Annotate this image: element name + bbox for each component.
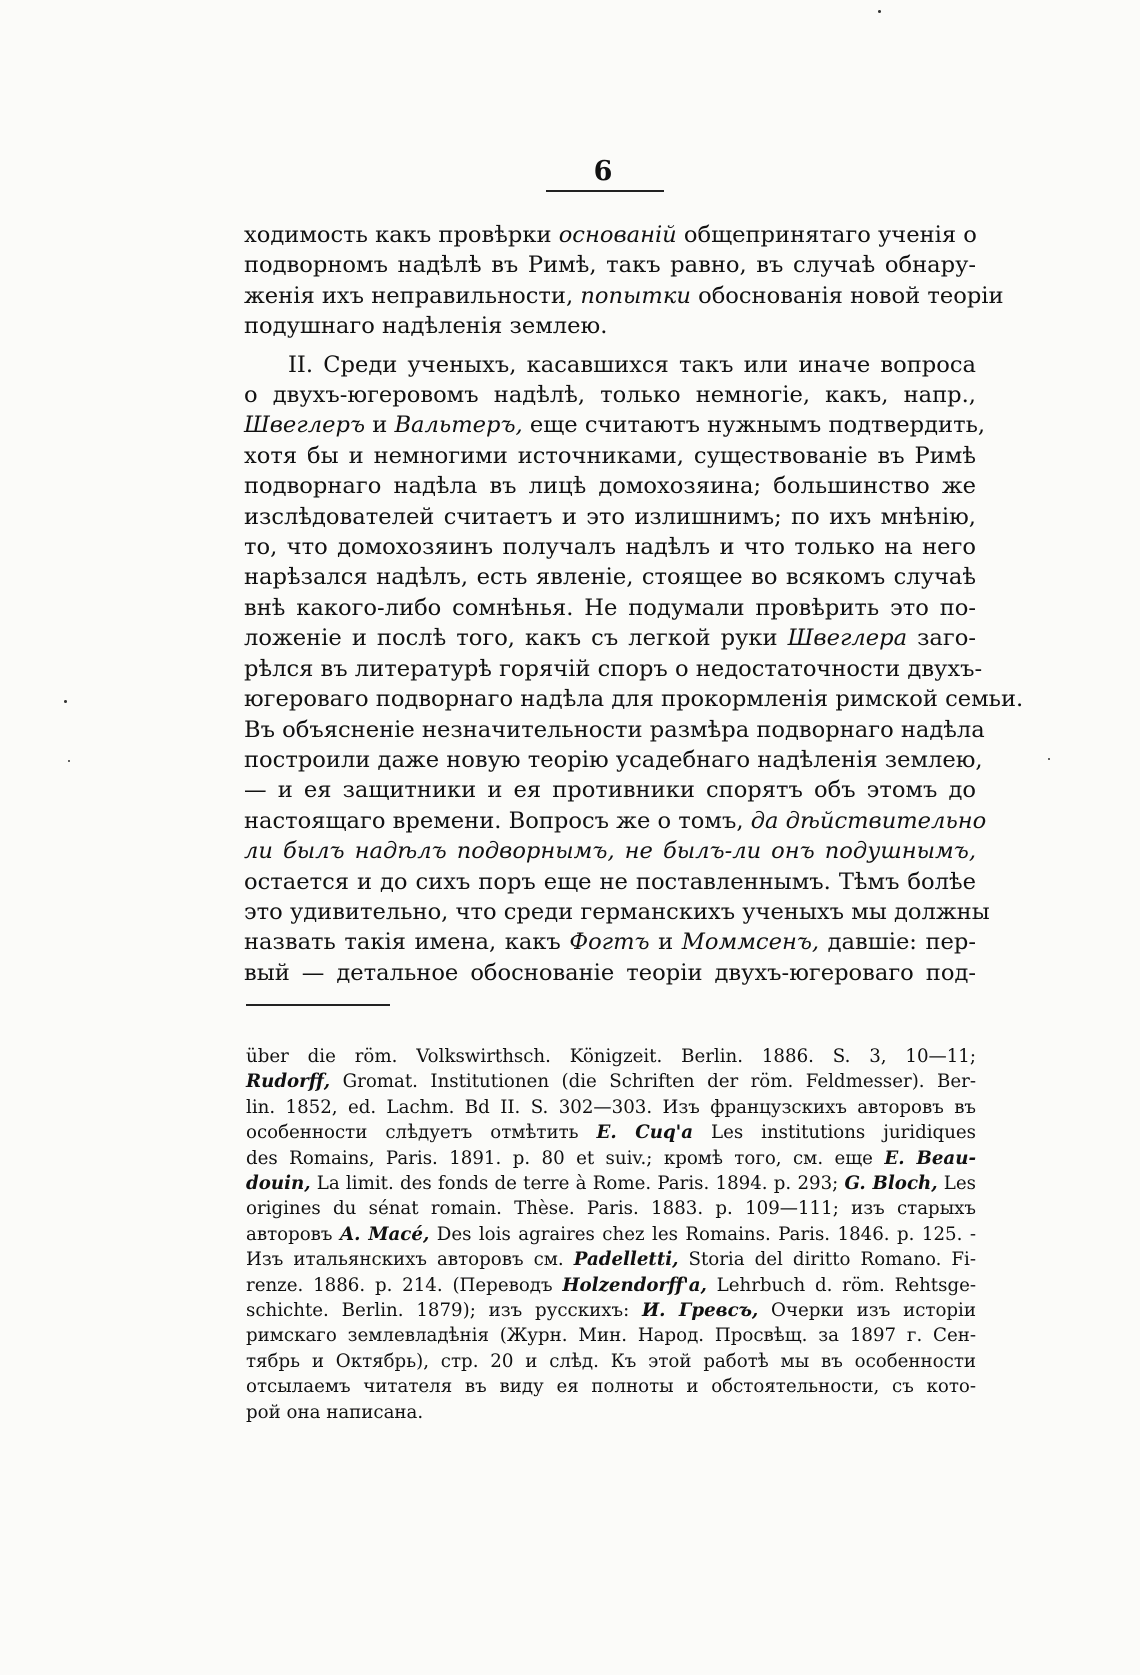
text-line xyxy=(244,775,976,805)
page-number-rule xyxy=(546,190,664,192)
text-line xyxy=(246,1273,976,1298)
footnote xyxy=(246,1044,976,1425)
speck xyxy=(64,700,67,703)
text-line xyxy=(246,1095,976,1120)
text-span: Gromat. Institutionen (die Schriften der röm. Feldmesser). Ber- xyxy=(330,1071,976,1093)
text-span: о двухъ-югеровомъ надѣлѣ, только немногіе, какъ, напр., xyxy=(244,382,976,409)
text-line xyxy=(244,927,976,957)
text-span: еще считаютъ нужнымъ подтвердить, xyxy=(522,412,986,439)
text-line xyxy=(244,593,976,623)
text-line xyxy=(244,281,1004,311)
text-span: женія ихъ неправильности, xyxy=(244,282,581,309)
italic-span: douin, xyxy=(246,1173,311,1195)
text-span: über die röm. Volkswirthsch. Königzeit. Berlin. 1886. S. 3, 10—11; xyxy=(246,1046,976,1067)
text-span: особенности слѣдуетъ отмѣтить xyxy=(246,1122,597,1144)
text-span: авторовъ xyxy=(246,1223,340,1245)
italic-span: Фогтъ xyxy=(569,929,650,956)
text-span: ложеніе и послѣ того, какъ съ легкой руки xyxy=(244,625,788,652)
text-span: и xyxy=(365,412,395,439)
text-span: II. Среди ученыхъ, касавшихся такъ или иначе вопроса xyxy=(288,351,976,378)
text-span: изслѣдователей считаетъ и это излишнимъ; по ихъ мнѣнію, xyxy=(244,503,976,530)
text-line xyxy=(244,532,976,562)
text-span: Въ объясненіе незначительности размѣра подворнаго надѣла xyxy=(244,716,985,743)
text-span: подворнаго надѣла въ лицѣ домохозяина; большинство же xyxy=(244,473,976,500)
text-span: подушнаго надѣленія землею. xyxy=(244,313,608,340)
text-line xyxy=(246,1196,976,1221)
text-span: — и ея защитники и ея противники спорятъ объ этомъ до xyxy=(244,777,976,804)
text-line xyxy=(244,684,1024,714)
footnote-rule xyxy=(246,1004,390,1006)
text-line xyxy=(244,410,986,440)
italic-span: Швеглера xyxy=(787,625,908,652)
text-line xyxy=(244,958,976,988)
text-line xyxy=(244,441,976,471)
italic-span: ли былъ надѣлъ подворнымъ, не былъ-ли онъ подушнымъ, xyxy=(244,838,976,865)
speck xyxy=(68,760,70,762)
text-span: подворномъ надѣлѣ въ Римѣ, такъ равно, въ случаѣ обнару- xyxy=(244,252,976,279)
text-line xyxy=(244,623,976,653)
text-span: заго- xyxy=(907,625,976,652)
text-span: югероваго подворнаго надѣла для прокормленія римской семьи. xyxy=(244,686,1024,713)
text-span: Les xyxy=(937,1173,976,1195)
italic-span: Вальтеръ, xyxy=(394,412,523,439)
text-line xyxy=(246,1374,976,1399)
text-line xyxy=(244,311,976,341)
text-span: des Romains, Paris. 1891. p. 80 et suiv.; кромѣ того, см. еще xyxy=(246,1147,885,1169)
text-span: это удивительно, что среди германскихъ ученыхъ мы должны xyxy=(244,898,990,925)
text-span: Lehrbuch d. röm. Rehtsge- xyxy=(706,1274,976,1296)
italic-span: Моммсенъ, xyxy=(681,929,820,956)
text-span: то, что домохозяинъ получалъ надѣлъ и что только на него xyxy=(244,534,976,561)
text-span: остается и до сихъ поръ еще не поставленнымъ. Тѣмъ болѣе xyxy=(244,868,976,895)
text-line xyxy=(246,1171,976,1196)
text-line xyxy=(246,1400,976,1425)
main-text xyxy=(244,220,1024,988)
text-span: Storia del diritto Romano. Fi- xyxy=(678,1249,977,1271)
text-line xyxy=(246,1298,976,1323)
speck xyxy=(1048,758,1050,760)
text-span: римскаго землевладѣнія (Журн. Мин. Народ. Просвѣщ. за 1897 г. Сен- xyxy=(246,1325,976,1347)
text-line xyxy=(244,806,987,836)
text-span: schichte. Berlin. 1879); изъ русскихъ: xyxy=(246,1300,642,1322)
text-line xyxy=(246,1120,976,1145)
italic-span: A. Macé, xyxy=(339,1223,430,1245)
text-span: Изъ итальянскихъ авторовъ см. xyxy=(246,1249,574,1271)
italic-span: да дѣйствительно xyxy=(750,807,987,834)
text-span: renze. 1886. p. 214. (Переводъ xyxy=(246,1274,563,1296)
text-span: обоснованія новой теоріи xyxy=(690,282,1004,309)
paragraph-2 xyxy=(244,350,1024,989)
text-span: рѣлся въ литературѣ горячій споръ о недостаточности двухъ- xyxy=(244,655,983,682)
text-line xyxy=(244,654,983,684)
italic-span: E. Cuq'a xyxy=(596,1122,694,1144)
text-line xyxy=(246,1069,976,1094)
text-span: тябрь и Октябрь), стр. 20 и слѣд. Къ этой работѣ мы въ особенности xyxy=(246,1350,976,1372)
text-span: настоящаго времени. Вопросъ же о томъ, xyxy=(244,807,751,834)
text-span: назвать такія имена, какъ xyxy=(244,929,570,956)
text-span: Des lois agraires chez les Romains. Paris. 1846. p. 125. - xyxy=(429,1223,976,1245)
text-line xyxy=(244,715,985,745)
text-span: нарѣзался надѣлъ, есть явленіе, стоящее во всякомъ случаѣ xyxy=(244,564,976,591)
text-span: и xyxy=(649,929,682,956)
italic-span: основаній xyxy=(558,222,677,248)
italic-span: Швеглеръ xyxy=(244,412,366,439)
text-span: вый — детальное обоснованіе теоріи двухъ-югероваго под- xyxy=(244,959,976,986)
text-line xyxy=(244,350,976,380)
text-line xyxy=(244,562,976,592)
text-span: построили даже новую теорію усадебнаго надѣленія землею, xyxy=(244,746,983,773)
text-line xyxy=(244,220,976,250)
italic-span: Padelletti, xyxy=(573,1249,679,1271)
text-span: отсылаемъ читателя въ виду ея полноты и обстоятельности, съ кото- xyxy=(246,1376,976,1398)
text-span: lin. 1852, ed. Lachm. Bd II. S. 302—303. Изъ французскихъ авторовъ въ xyxy=(246,1096,976,1118)
text-span: общепринятаго ученія о xyxy=(676,222,977,248)
text-line xyxy=(244,471,976,501)
text-span: рой она написана. xyxy=(246,1401,424,1423)
text-span: внѣ какого-либо сомнѣнья. Не подумали провѣрить это по- xyxy=(244,594,976,621)
text-line xyxy=(246,1222,976,1247)
italic-span: Rudorff, xyxy=(246,1071,331,1093)
italic-span: попытки xyxy=(580,282,691,309)
text-span: давшіе: пер- xyxy=(819,929,976,956)
italic-span: G. Bloch, xyxy=(844,1173,938,1195)
text-span: Очерки изъ исторіи xyxy=(758,1300,976,1322)
paragraph-1 xyxy=(244,220,1004,342)
speck xyxy=(878,10,881,13)
italic-span: Holzendorff'a, xyxy=(562,1274,707,1296)
text-line xyxy=(246,1247,976,1272)
text-line xyxy=(244,502,976,532)
text-line xyxy=(244,836,976,866)
text-line xyxy=(244,867,976,897)
text-span: хотя бы и немногими источниками, существованіе въ Римѣ xyxy=(244,442,976,469)
page-number: 6 xyxy=(593,156,613,187)
text-span: La limit. des fonds de terre à Rome. Paris. 1894. p. 293; xyxy=(310,1173,845,1195)
text-line xyxy=(246,1323,976,1348)
text-line xyxy=(244,897,990,927)
italic-span: И. Гревсъ, xyxy=(641,1300,759,1322)
text-line xyxy=(246,1044,976,1069)
text-line xyxy=(246,1146,976,1171)
text-span: origines du sénat romain. Thèse. Paris. 1883. p. 109—111; изъ старыхъ xyxy=(246,1198,976,1220)
text-line xyxy=(246,1349,976,1374)
italic-span: E. Beau- xyxy=(884,1147,976,1169)
text-line xyxy=(244,745,983,775)
text-line xyxy=(244,250,976,280)
text-span: Les institutions juridiques xyxy=(693,1122,977,1144)
text-line xyxy=(244,380,976,410)
text-span: ходимость какъ провѣрки xyxy=(244,222,559,248)
